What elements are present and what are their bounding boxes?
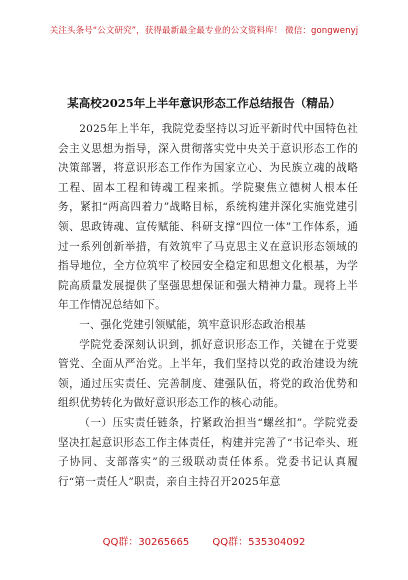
document-body: [58, 120, 358, 492]
paragraph-intro: 2025年上半年，我院党委坚持以习近平新时代中国特色社会主义思想为指导，深入贯彻落实党中央关于意识形态工作的决策部署，将意识形态工作作为国家立心、为民族立魂的战略工程、固本工程和铸魂工程来抓。学院聚焦立德树人根本任务，紧扣“两高四着力”战略目标，系统构建并深化实施党建引领、思政铸魂、宣传赋能、科研支撑“四位一体”工作体系，通过一系列创新举措，有效筑牢了马克思主义在意识形态领域的指导地位，全方位筑牢了校园安全稳定和思想文化根基，为学院高质量发展提供了坚强思想保证和强大精神力量。现将上半年工作情况总结如下。: [58, 123, 358, 312]
footer-qq-group-1: QQ群：30265665: [102, 537, 190, 548]
footer-qq-group-2: QQ群：535304092: [212, 537, 306, 548]
footer: [0, 533, 408, 548]
promo-banner: 关注头条号“公文研究”，获得最新最全最专业的公文资料库！ 微信：gongwenyj: [49, 26, 359, 36]
section-heading: 一、强化党建引领赋能，筑牢意识形态政治根基: [79, 318, 306, 331]
paragraph-subsection-1: （一）压实责任链条，拧紧政治担当“螺丝扣”。学院党委坚决扛起意识形态工作主体责任，构建并完善了“书记牵头、班子协同、支部落实”的三级联动责任体系。党委书记认真履行“第一责任人”职责，亲自主持召开2025年意: [58, 416, 358, 488]
document-title: 某高校2025年上半年意识形态工作总结报告（精品）: [67, 96, 341, 110]
paragraph-section-1: 学院党委深刻认识到，抓好意识形态工作，关键在于党要管党、全面从严治党。上半年，我们坚持以党的政治建设为统领，通过压实责任、完善制度、建强队伍，将党的政治优势和组织优势转化为做好意识形态工作的核心动能。: [58, 338, 358, 410]
